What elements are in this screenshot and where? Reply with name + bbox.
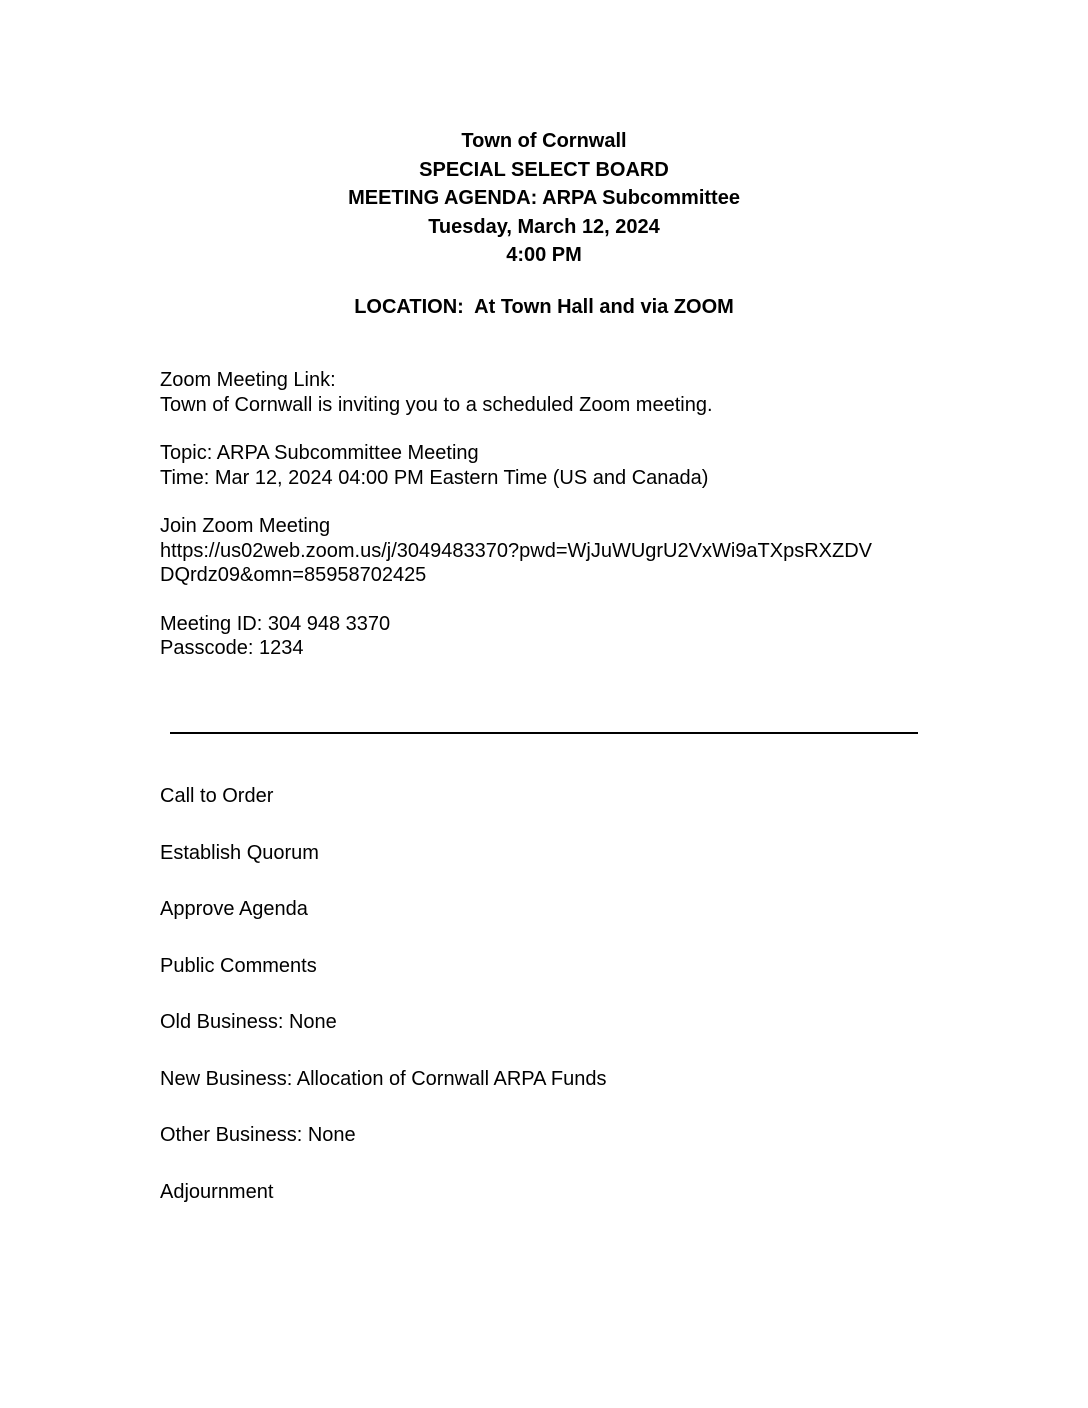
agenda-item-old-business: Old Business: None [160, 1011, 337, 1033]
zoom-invite-text: Town of Cornwall is inviting you to a scheduled Zoom meeting. [160, 393, 713, 416]
agenda-item-other-business: Other Business: None [160, 1124, 356, 1146]
board-name: SPECIAL SELECT BOARD [419, 158, 669, 181]
agenda-item-approve-agenda: Approve Agenda [160, 898, 308, 920]
zoom-topic: Topic: ARPA Subcommittee Meeting [160, 442, 479, 464]
zoom-meeting-id: Meeting ID: 304 948 3370 [160, 612, 391, 635]
document-header [0, 127, 1088, 270]
agenda-item-adjournment: Adjournment [160, 1180, 274, 1203]
agenda-item-public-comments: Public Comments [160, 954, 317, 977]
zoom-details [160, 368, 930, 661]
meeting-date: Tuesday, March 12, 2024 [428, 215, 660, 238]
zoom-url-line-1[interactable]: https://us02web.zoom.us/j/3049483370?pwd=WjJuWUgrU2VxWi9aTXpsRXZDV [160, 539, 872, 562]
agenda-item-establish-quorum: Establish Quorum [160, 841, 319, 864]
zoom-link-label: Zoom Meeting Link: [160, 369, 336, 391]
meeting-location: LOCATION: At Town Hall and via ZOOM [354, 296, 734, 318]
agenda-title: MEETING AGENDA: ARPA Subcommittee [348, 187, 740, 209]
agenda-item-call-to-order: Call to Order [160, 785, 274, 807]
section-divider [170, 732, 918, 734]
agenda-list [160, 783, 920, 1235]
agenda-item-new-business: New Business: Allocation of Cornwall ARPA Funds [160, 1067, 607, 1090]
meeting-time: 4:00 PM [506, 244, 582, 266]
zoom-url-line-2[interactable]: DQrdz09&omn=85958702425 [160, 564, 427, 586]
zoom-passcode: Passcode: 1234 [160, 637, 304, 659]
zoom-time: Time: Mar 12, 2024 04:00 PM Eastern Time (US and Canada) [160, 466, 709, 489]
town-name: Town of Cornwall [461, 130, 627, 152]
join-zoom-label: Join Zoom Meeting [160, 515, 331, 537]
